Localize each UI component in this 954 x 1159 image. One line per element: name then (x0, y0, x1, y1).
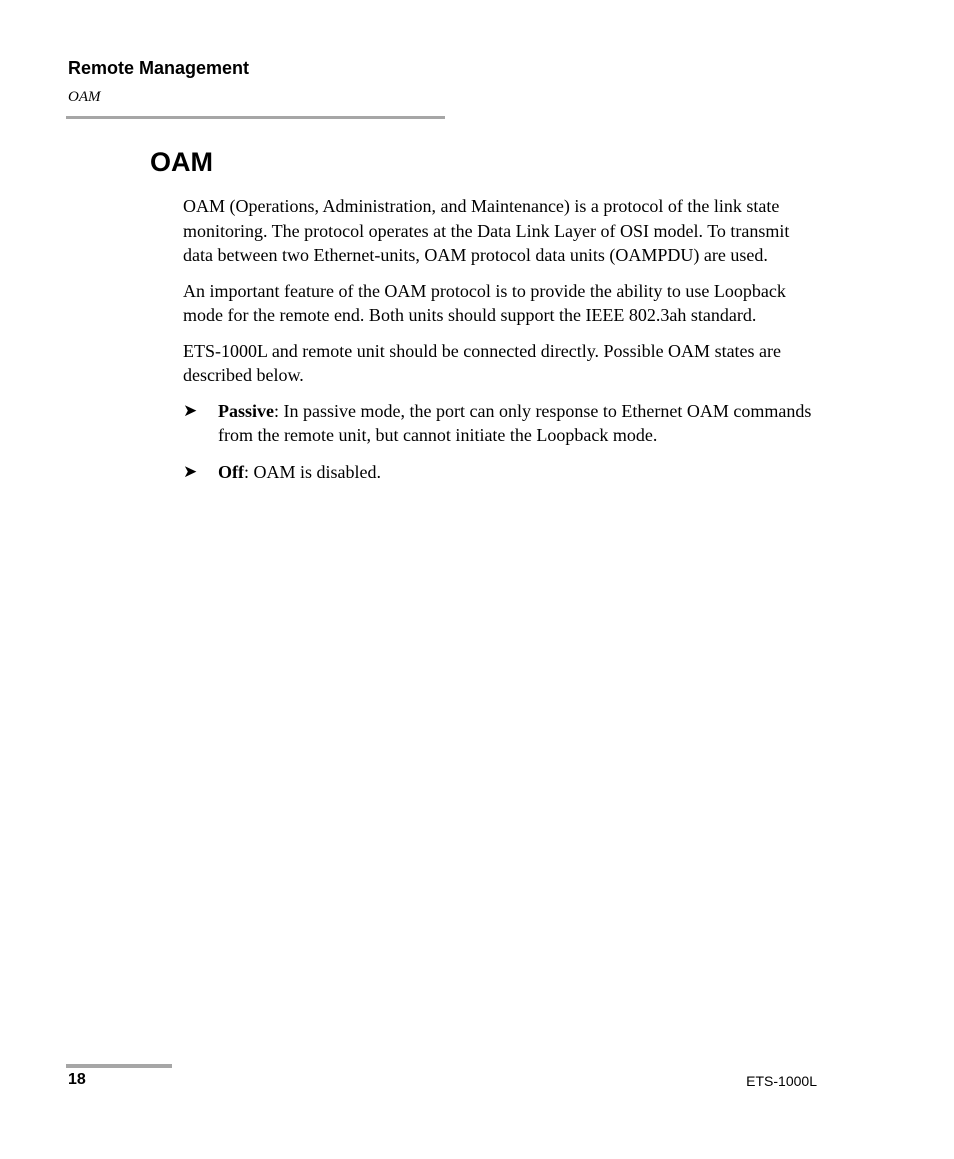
footer-product-name: ETS-1000L (746, 1073, 817, 1089)
arrow-bullet-icon: ➤ (183, 400, 198, 420)
body-paragraph: OAM (Operations, Administration, and Maintenance) is a protocol of the link state monitoring. The protocol operates at the Data Link Layer of OSI model. To transmit data between two Ethernet-units, OAM protocol data units (OAMPDU) are used. (183, 196, 790, 265)
arrow-bullet-icon: ➤ (183, 461, 198, 481)
list-item-text: : In passive mode, the port can only response to Ethernet OAM commands from the remote unit, but cannot initiate the Loopback mode. (218, 400, 812, 445)
section-heading: OAM (150, 147, 213, 177)
header-section-title: OAM (68, 89, 101, 105)
list-item (183, 460, 823, 485)
oam-state-list (183, 399, 823, 485)
header-chapter-title: Remote Management (68, 58, 250, 78)
section-body (183, 194, 823, 496)
list-item-text: : OAM is disabled. (244, 461, 381, 482)
list-item (183, 399, 823, 448)
footer-divider (66, 1064, 172, 1068)
list-item-term: Off (218, 461, 244, 482)
running-header (68, 57, 445, 107)
body-paragraph: An important feature of the OAM protocol is to provide the ability to use Loopback mode for the remote end. Both units should support the IEEE 802.3ah standard. (183, 280, 786, 325)
body-paragraph: ETS-1000L and remote unit should be connected directly. Possible OAM states are described below. (183, 340, 782, 385)
header-divider (66, 116, 445, 119)
list-item-term: Passive (218, 400, 274, 421)
page-number: 18 (68, 1071, 86, 1088)
